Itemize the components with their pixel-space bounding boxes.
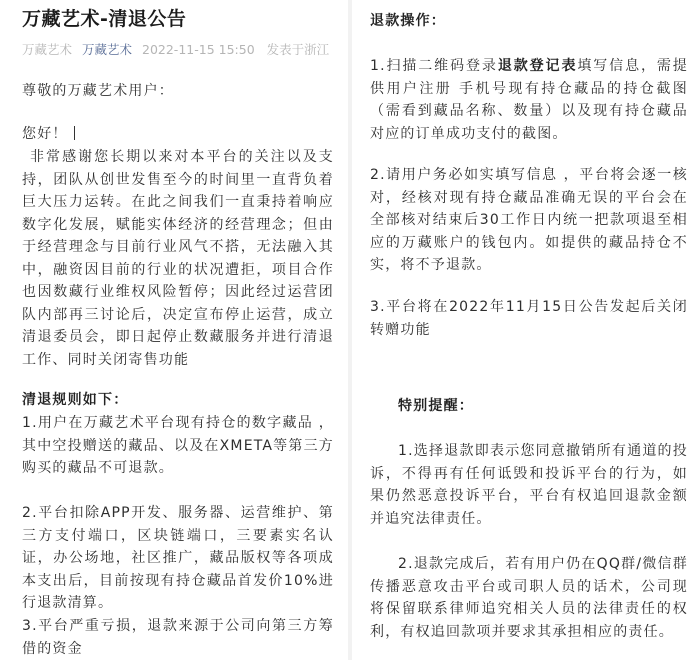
- article-title: 万藏艺术-清退公告: [22, 8, 187, 30]
- publish-location: 发表于浙江: [266, 42, 330, 57]
- refund-item-1-prefix: 1.扫描二维码登录: [370, 58, 498, 74]
- refund-item-2: 2.请用户务必如实填写信息 ，平台将会逐一核对，经核对现有持仓藏品准确无误的平台会在全部核对结束后30工作日内统一把款项退至相应的万藏账户的钱包内。如提供的藏品持仓不实，将不予退款。: [370, 167, 688, 273]
- right-panel: [352, 0, 700, 660]
- hello-line: [22, 123, 75, 146]
- refund-heading: 退款操作：: [370, 13, 446, 29]
- reminder-heading: 特别提醒：: [398, 398, 474, 414]
- rules-heading: 清退规则如下：: [22, 392, 129, 408]
- reminder-item-2: 2.退款完成后，若有用户仍在QQ群/微信群传播恶意攻击平台或司职人员的话术，公司现将保留联系律师追究相关人员的法律责任的权利，有权追回款项并要求其承担相应的责任。: [370, 556, 688, 640]
- left-panel: [0, 0, 348, 660]
- article-meta: [22, 40, 329, 58]
- rule-item-3: 3.平台严重亏损，退款来源于公司向第三方筹借的资金: [22, 618, 334, 657]
- refund-item-1-suffix: 填写信息，需提供用户注册 手机号现有持仓藏品的持仓截图（需看到藏品名称、数量）以及现有持仓藏品对应的订单成功支付的截图。: [370, 58, 688, 142]
- refund-item-3: 3.平台将在2022年11月15日公告发起后关闭转赠功能: [370, 299, 688, 338]
- publish-datetime: 2022-11-15 15:50: [142, 42, 255, 57]
- refund-item-1: [370, 55, 688, 145]
- refund-form-link[interactable]: 退款登记表: [497, 58, 578, 74]
- rule-item-2: 2.平台扣除APP开发、服务器、运营维护、第三方支付端口，区块链端口，三要素实名认证，办公场地，社区推广，藏品版权等各项成本支出后，目前按现有持仓藏品首发价10%进行退款清算。: [22, 505, 334, 611]
- account-name: 万藏艺术: [22, 42, 73, 57]
- hello-text: 您好！: [22, 126, 68, 142]
- reminder-item-1: 1.选择退款即表示您同意撤销所有通道的投诉，不得再有任何诋毁和投诉平台的行为，如果仍然恶意投诉平台，平台有权追回退款金额并追究法律责任。: [370, 443, 688, 527]
- author-link[interactable]: 万藏艺术: [82, 42, 133, 57]
- greeting: 尊敬的万藏艺术用户：: [22, 83, 174, 99]
- text-cursor: [74, 126, 75, 140]
- intro-paragraph: 非常感谢您长期以来对本平台的关注以及支持，团队从创世发售至今的时间里一直背负着巨大压力运转。在此之间我们一直秉持着响应数字化发展，赋能实体经济的经营理念；但由于经营理念与目前行业风气不搭，无法融入其中，融资因目前的行业的状况遭拒，项目合作也因数藏行业维权风险暂停；因此经过运营团队内部再三讨论后，决定宣布停止运营，成立清退委员会，即日起停止数藏服务并进行清退工作、同时关闭寄售功能: [22, 149, 334, 368]
- rule-item-1: 1.用户在万藏艺术平台现有持仓的数字藏品 ，其中空投赠送的藏品、以及在XMETA等第三方购买的藏品不可退款。: [22, 415, 334, 476]
